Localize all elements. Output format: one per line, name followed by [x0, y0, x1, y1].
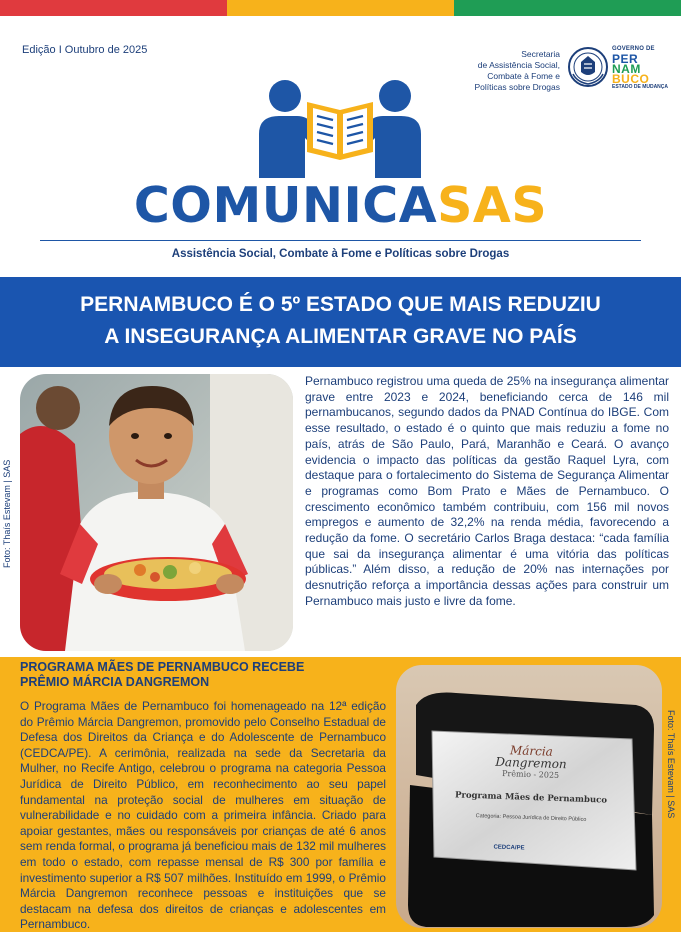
article-2-title-line1: PROGRAMA MÃES DE PERNAMBUCO RECEBE	[20, 660, 305, 674]
secretaria-line: de Assistência Social,	[477, 60, 560, 70]
top-bar-yellow	[227, 0, 454, 16]
secretaria-line: Combate à Fome e	[487, 71, 560, 81]
plaque-category: Categoria: Pessoa Jurídica de Direito Público	[475, 813, 587, 823]
photo-credit-2: Foto: Thaís Estevam | SAS	[666, 710, 676, 819]
tagline: Assistência Social, Combate à Fome e Políticas sobre Drogas	[171, 248, 510, 260]
gov-logo-line2: NAM	[612, 62, 641, 76]
headline-line2: A INSEGURANÇA ALIMENTAR GRAVE NO PAÍS	[104, 325, 577, 348]
brand-title-part1: COMUNICA	[133, 177, 438, 234]
plaque-title3: Prêmio - 2025	[501, 769, 560, 780]
plaque-program: Programa Mães de Pernambuco	[454, 790, 608, 806]
gov-logo-line1: PER	[612, 52, 639, 66]
brand-title-part2: SAS	[437, 177, 548, 234]
article-2-body: O Programa Mães de Pernambuco foi homenageado na 12ª edição do Prêmio Márcia Dangremon, promovido pelo Conselho Estadual de Defesa dos Direitos da Criança e do Adolescente de Pernambuco (CEDCA/PE). A cerimônia, realizada na sede da Secretaria da Mulher, no Recife Antigo, celebrou o programa na categoria Pessoa Jurídica de Direito Público, em reconhecimento ao seu papel fundamental na proteção social de mulheres em situação de vulnerabilidade e no cuidado com a primeira infância. Criado para apoiar gestantes, mães ou responsáveis por crianças de até 6 anos sem renda formal, o programa já beneficiou mais de 132 mil mulheres em todo o estado, com repasse mensal de R$ 300 por família e investimento superior a R$ 507 milhões. Instituído em 1999, o Prêmio Márcia Dangremon reconhece pessoas e instituições que se destacam na defesa dos direitos de crianças e adolescentes em Pernambuco.	[20, 699, 386, 932]
comunica-people-newspaper-icon	[255, 76, 425, 178]
top-color-bar	[0, 0, 681, 16]
headline-line1: PERNAMBUCO É O 5º ESTADO QUE MAIS REDUZIU	[80, 293, 601, 316]
top-bar-green	[454, 0, 681, 16]
brand-title	[0, 178, 681, 234]
gov-logo-top: GOVERNO DE	[612, 46, 655, 52]
boy-with-plate-photo	[20, 374, 293, 651]
gov-logo-foot: ESTADO DE MUDANÇA	[612, 84, 669, 90]
edition-label: Edição I Outubro de 2025	[22, 44, 148, 56]
plaque-title	[490, 744, 571, 783]
headline	[0, 289, 681, 353]
plaque-org: CEDCA/PE	[493, 844, 525, 852]
divider	[40, 240, 641, 241]
award-plaque-photo	[396, 665, 662, 928]
article-2-title-line2: PRÊMIO MÁRCIA DANGREMON	[20, 675, 210, 689]
top-bar-red	[0, 0, 227, 16]
secretaria-text	[440, 49, 560, 93]
plaque-title2: Dangremon	[495, 754, 567, 772]
secretaria-line: Secretaria	[521, 49, 560, 59]
gov-logo-line3: BUCO	[612, 72, 650, 86]
secretaria-line: Políticas sobre Drogas	[474, 82, 560, 92]
article-2-title	[20, 660, 380, 690]
article-1-body: Pernambuco registrou uma queda de 25% na insegurança alimentar grave entre 2023 e 2024, beneficiando cerca de 146 mil pernambucanos, segundo dados da PNAD Contínua do IBGE. Com esse resultado, o estado é o quinto que mais reduziu a fome no país, atrás de São Paulo, Pará, Maranhão e Ceará. O avanço evidencia o impacto das políticas da gestão Raquel Lyra, com destaque para o fortalecimento do Sistema de Segurança Alimentar e programas como Bom Prato e Mães de Pernambuco. O crescimento econômico também contribuiu, com 156 mil novos empregos e aumento de 32,2% na renda média, favorecendo a redução da fome. O secretário Carlos Braga destaca: “cada família que sai da insegurança alimentar é uma vitória das políticas públicas.” Além disso, a redução de 20% nas internações por desnutrição reforça a importância dessas ações para construir um Pernambuco mais justo e livre da fome.	[305, 374, 669, 608]
state-seal-icon	[567, 46, 609, 88]
gov-pernambuco-logo	[612, 46, 670, 92]
plaque-title1: Márcia	[509, 743, 554, 759]
photo-credit-1: Foto: Thaís Estevam | SAS	[2, 459, 12, 568]
